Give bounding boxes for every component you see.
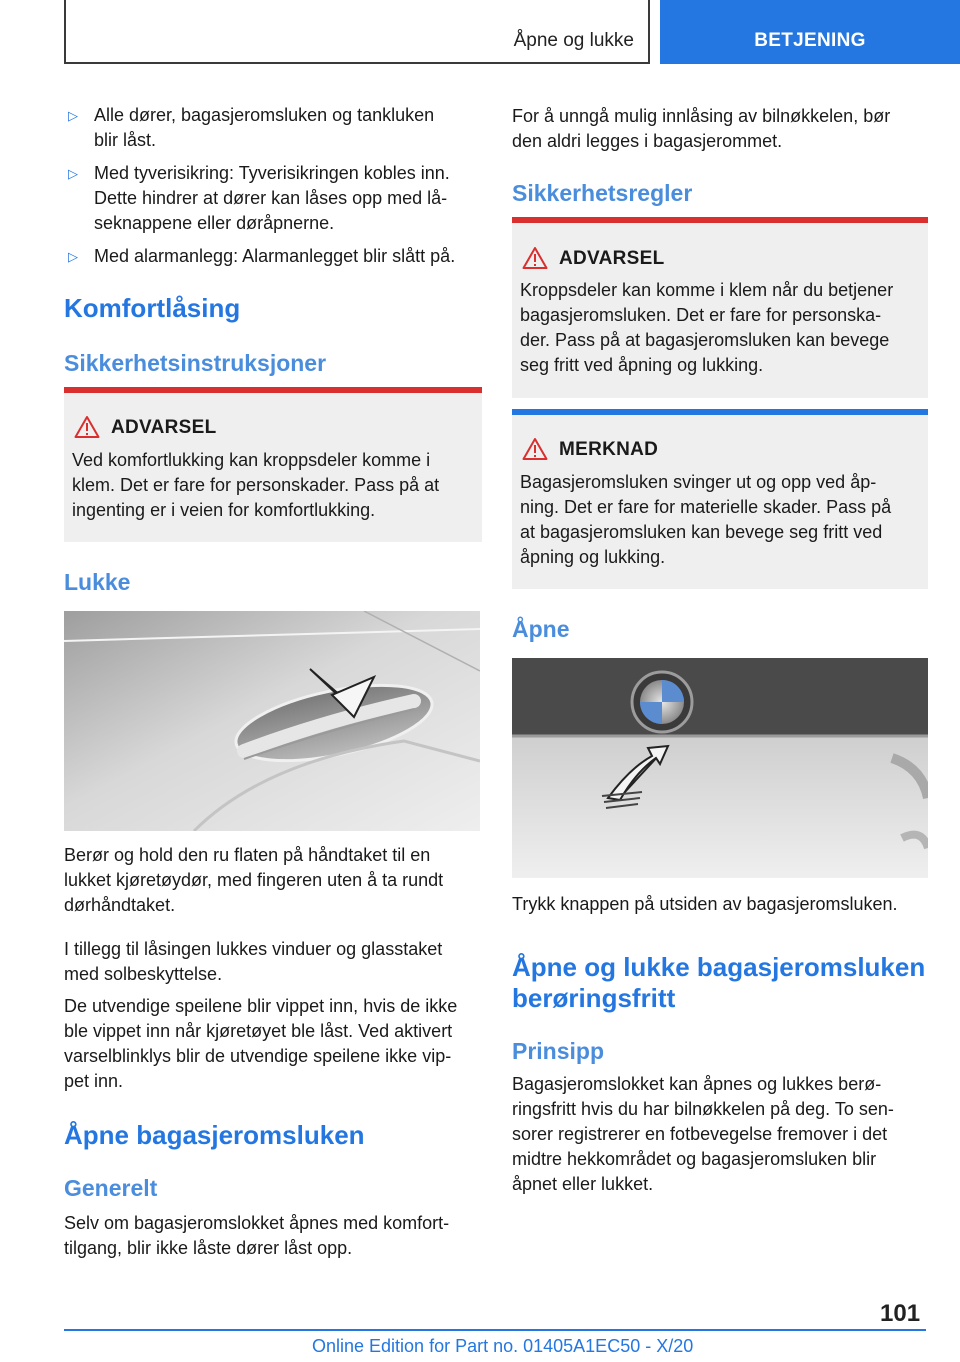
warning-triangle-icon (522, 437, 548, 461)
list-item (64, 103, 482, 153)
warning-line: seg fritt ved åpning og lukking. (520, 355, 764, 375)
warning-bar (512, 217, 928, 223)
heading-prinsipp: Prinsipp (512, 1038, 605, 1064)
bullet-line: seknappene eller døråpnerne. (94, 213, 335, 233)
text-line: varselblinklys blir de utvendige speilene ikke vip- (64, 1046, 452, 1066)
bullet-line: Alle dører, bagasjeromsluken og tankluken (94, 105, 435, 125)
heading-apne-bagasjeromsluken: Åpne bagasjeromsluken (64, 1120, 365, 1150)
list-item (64, 244, 482, 269)
page-number: 101 (880, 1300, 921, 1327)
warning-text (520, 278, 918, 378)
bullet-line: Med tyverisikring: Tyverisikringen kobles inn. (94, 163, 450, 183)
warning-triangle-icon (74, 415, 100, 439)
text-line: I tillegg til låsingen lukkes vinduer og glasstaket (64, 939, 443, 959)
bullet-line: Med alarmanlegg: Alarmanlegget blir slått på. (94, 246, 456, 266)
warning-box (512, 217, 928, 398)
bullet-triangle-icon: ▷ (68, 108, 78, 123)
warning-line: bagasjeromsluken. Det er fare for personska- (520, 305, 882, 325)
paragraph-intro (512, 104, 928, 154)
text-line: lukket kjøretøydør, med fingeren uten å ta rundt (64, 870, 444, 890)
heading-komfortlasing: Komfortlåsing (64, 293, 241, 323)
heading-apne: Åpne (512, 616, 570, 642)
notice-text (520, 470, 918, 570)
door-handle-image (64, 611, 480, 831)
bullet-triangle-icon: ▷ (68, 249, 78, 264)
warning-triangle-icon (522, 246, 548, 270)
text-line: ble vippet inn når kjøretøyet ble låst. Ved aktivert (64, 1021, 453, 1041)
edition-link[interactable]: Online Edition for Part no. 01405A1EC50 - X/20 (312, 1336, 694, 1356)
text-line: For å unngå mulig innlåsing av bilnøkkelen, bør (512, 106, 891, 126)
heading-line: Åpne og lukke bagasjeromsluken (512, 952, 926, 982)
bullet-triangle-icon: ▷ (68, 166, 78, 181)
warning-line: ingenting er i veien for komfortlukking. (72, 500, 376, 520)
section-title: Åpne og lukke (513, 30, 634, 51)
notice-line: at bagasjeromsluken kan bevege seg fritt ved (520, 522, 883, 542)
heading-generelt: Generelt (64, 1175, 158, 1201)
text-line: Berør og hold den ru flaten på håndtaket til en (64, 845, 431, 865)
bullet-list (64, 103, 482, 277)
trunk-button-image (512, 658, 928, 878)
notice-line: Bagasjeromsluken svinger ut og opp ved åp- (520, 472, 877, 492)
paragraph-trykk (512, 892, 928, 917)
text-line: ringsfritt hvis du har bilnøkkelen på deg. To sen- (512, 1099, 894, 1119)
text-line: den aldri legges i bagasjerommet. (512, 131, 783, 151)
list-item (64, 161, 482, 236)
notice-title: MERKNAD (559, 439, 659, 460)
warning-line: der. Pass på at bagasjeromsluken kan bevege (520, 330, 890, 350)
heading-lukke: Lukke (64, 569, 131, 595)
warning-line: klem. Det er fare for personskader. Pass på at (72, 475, 440, 495)
notice-line: åpning og lukking. (520, 547, 666, 567)
notice-bar (512, 409, 928, 415)
text-line: Selv om bagasjeromslokket åpnes med komfort- (64, 1213, 450, 1233)
warning-bar (64, 387, 482, 393)
paragraph-tillegg (64, 937, 482, 987)
text-line: tilgang, blir ikke låste dører låst opp. (64, 1238, 353, 1258)
header-frame (64, 0, 650, 64)
warning-box (64, 387, 482, 542)
text-line: Bagasjeromslokket kan åpnes og lukkes berø- (512, 1074, 882, 1094)
text-line: dørhåndtaket. (64, 895, 176, 915)
text-line: midtre hekkområdet og bagasjeromsluken blir (512, 1149, 877, 1169)
footer-divider (64, 1329, 926, 1331)
heading-sikkerhetsregler: Sikkerhetsregler (512, 180, 693, 206)
heading-sikkerhetsinstruksjoner: Sikkerhetsinstruksjoner (64, 350, 327, 376)
warning-title: ADVARSEL (111, 417, 217, 438)
bullet-line: blir låst. (94, 130, 157, 150)
warning-text (72, 448, 472, 523)
text-line: sorer registrerer en fotbevegelse fremover i det (512, 1124, 888, 1144)
text-line: med solbeskyttelse. (64, 964, 223, 984)
text-line: pet inn. (64, 1071, 124, 1091)
paragraph-lukke (64, 843, 482, 918)
heading-beroringsfritt (512, 952, 925, 1014)
chapter-tab-label: BETJENING (754, 30, 866, 51)
text-line: De utvendige speilene blir vippet inn, hvis de ikke (64, 996, 458, 1016)
heading-line: berøringsfritt (512, 983, 676, 1013)
notice-box (512, 409, 928, 589)
notice-line: ning. Det er fare for materielle skader. Pass på (520, 497, 892, 517)
chapter-tab[interactable] (660, 0, 960, 64)
paragraph-prinsipp (512, 1072, 928, 1197)
paragraph-generelt (64, 1211, 482, 1261)
warning-line: Ved komfortlukking kan kroppsdeler komme i (72, 450, 431, 470)
bullet-line: Dette hindrer at dører kan låses opp med lå- (94, 188, 448, 208)
warning-title: ADVARSEL (559, 248, 665, 269)
text-line: åpnet eller lukket. (512, 1174, 654, 1194)
text-line: Trykk knappen på utsiden av bagasjeromsluken. (512, 894, 898, 914)
paragraph-speil (64, 994, 482, 1094)
warning-line: Kroppsdeler kan komme i klem når du betjener (520, 280, 894, 300)
